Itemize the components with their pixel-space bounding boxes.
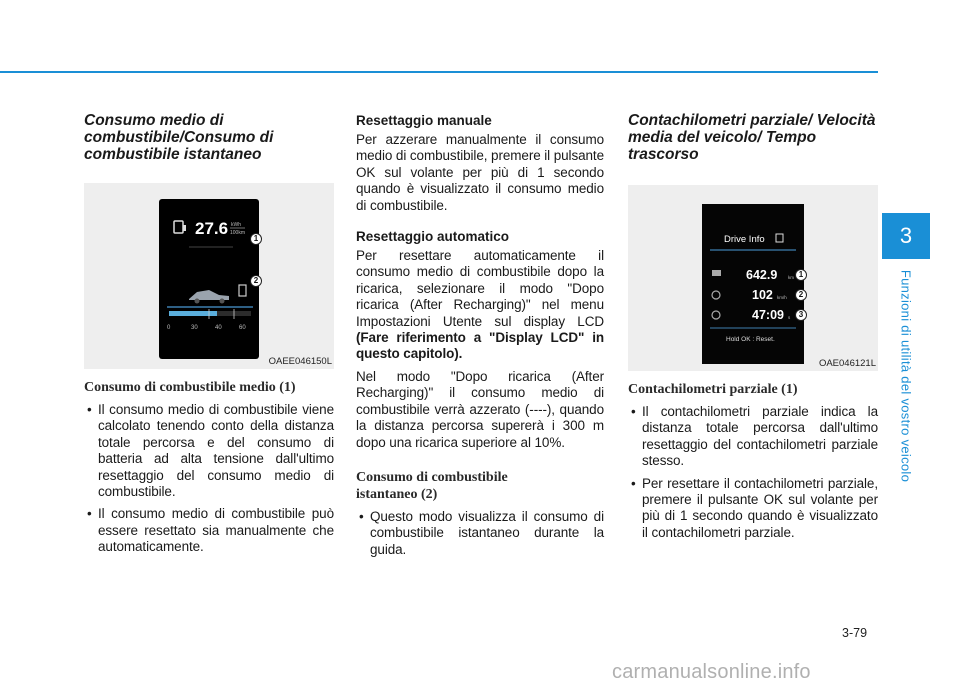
consumption-bar bbox=[169, 311, 217, 316]
callout-1: 1 bbox=[250, 233, 262, 245]
bullet-item: • Il consumo medio di combustibile viene calcolato tenendo conto della distanza totale percorsa e del consumo di batteria ad alta tensione dall'ultimo resettaggio del consumo medio di combustibile. bbox=[84, 402, 334, 500]
consumption-value: 27.6 bbox=[195, 219, 229, 238]
unit-top: kWh bbox=[231, 222, 241, 228]
callout-1: 1 bbox=[795, 269, 807, 281]
auto-reset-text-main: Per resettare automaticamente il consumo medio di combustibile dopo la ricarica, selezionare il modo "Dopo ricarica (After Recharging)" nel menu Impostazioni Utente sul display LCD bbox=[356, 248, 604, 329]
cluster-display-graphic bbox=[159, 199, 259, 359]
figure-drive-info bbox=[628, 185, 878, 371]
car-icon bbox=[189, 290, 229, 300]
callout-2: 2 bbox=[795, 289, 807, 301]
auto-reset-reference: (Fare riferimento a "Display LCD" in questo capitolo). bbox=[356, 330, 604, 362]
chapter-label: Funzioni di utilità del vostro veicolo bbox=[898, 269, 914, 483]
drive-info-display bbox=[702, 204, 804, 364]
subsection-heading: Contachilometri parziale (1) bbox=[628, 382, 798, 397]
trip-icon bbox=[712, 270, 721, 276]
column-left bbox=[84, 112, 334, 562]
auto-reset-text bbox=[356, 248, 604, 363]
scale-0: 0 bbox=[167, 325, 171, 331]
bullet-item: • Questo modo visualizza il consumo di combustibile istantaneo durante la guida. bbox=[356, 509, 604, 558]
callout-2: 2 bbox=[250, 275, 262, 287]
reset-hint: Hold OK : Reset. bbox=[726, 336, 775, 343]
bullet-item: • Il contachilometri parziale indica la distanza totale percorsa dall'ultimo resettaggio del contachilometri parziale stesso. bbox=[628, 404, 878, 470]
bullet-item: • Il consumo medio di combustibile può essere resettato sia manualmente che automaticamente. bbox=[84, 506, 334, 555]
time-unit: s bbox=[788, 315, 791, 320]
manual-reset-heading: Resettaggio manuale bbox=[356, 113, 492, 128]
page-number: 3-79 bbox=[842, 626, 868, 640]
header-rule bbox=[0, 71, 878, 73]
unit-bottom: 100km bbox=[230, 230, 246, 236]
chapter-tab: 3 bbox=[882, 213, 930, 259]
bullet-list bbox=[84, 402, 334, 556]
speed-unit: km/h bbox=[777, 295, 787, 300]
bullet-list bbox=[356, 509, 604, 558]
figure-code: OAEE046150L bbox=[268, 356, 332, 367]
trip-unit: km bbox=[788, 275, 794, 280]
subsection-heading: Consumo di combustibile medio (1) bbox=[84, 380, 296, 395]
trip-value: 642.9 bbox=[746, 268, 778, 282]
figure-fuel-consumption bbox=[84, 183, 334, 369]
scale-40: 40 bbox=[215, 325, 222, 331]
drive-info-graphic bbox=[702, 204, 804, 364]
auto-reset-heading: Resettaggio automatico bbox=[356, 229, 510, 245]
plug-icon bbox=[239, 285, 246, 296]
auto-reset-detail: Nel modo "Dopo ricarica (After Recharging)" il consumo medio di combustibile verrà azzerato (----), quando la distanza percorsa supererà i 300 m dopo una ricarica superiore al 10%. bbox=[356, 368, 604, 450]
section-title: Consumo medio di combustibile/Consumo di combustibile istantaneo bbox=[84, 112, 274, 163]
cluster-display bbox=[159, 199, 259, 359]
scale-60: 60 bbox=[239, 325, 246, 331]
figure-code: OAE046121L bbox=[818, 358, 876, 369]
column-middle bbox=[356, 112, 604, 564]
speed-value: 102 bbox=[752, 288, 773, 302]
bullet-list bbox=[628, 404, 878, 541]
section-title: Contachilometri parziale/ Velocità media del veicolo/ Tempo trascorso bbox=[628, 112, 876, 163]
watermark-text: carmanualsonline.info bbox=[612, 661, 811, 683]
time-value: 47:09 bbox=[752, 308, 784, 322]
column-right bbox=[628, 112, 878, 547]
bullet-item: • Per resettare il contachilometri parziale, premere il pulsante OK sul volante per più di 1 secondo quando è visualizzato il contachilometri parziale. bbox=[628, 476, 878, 542]
scale-30: 30 bbox=[191, 325, 198, 331]
drive-info-header: Drive Info bbox=[724, 234, 765, 245]
callout-3: 3 bbox=[795, 309, 807, 321]
manual-reset-text: Per azzerare manualmente il consumo medio di combustibile, premere il pulsante OK sul volante per più di 1 secondo quando è visualizzato il consumo medio di combustibile. bbox=[356, 132, 604, 213]
battery-icon bbox=[174, 221, 183, 233]
instant-consumption-heading: Consumo di combustibile istantaneo (2) bbox=[356, 469, 508, 502]
